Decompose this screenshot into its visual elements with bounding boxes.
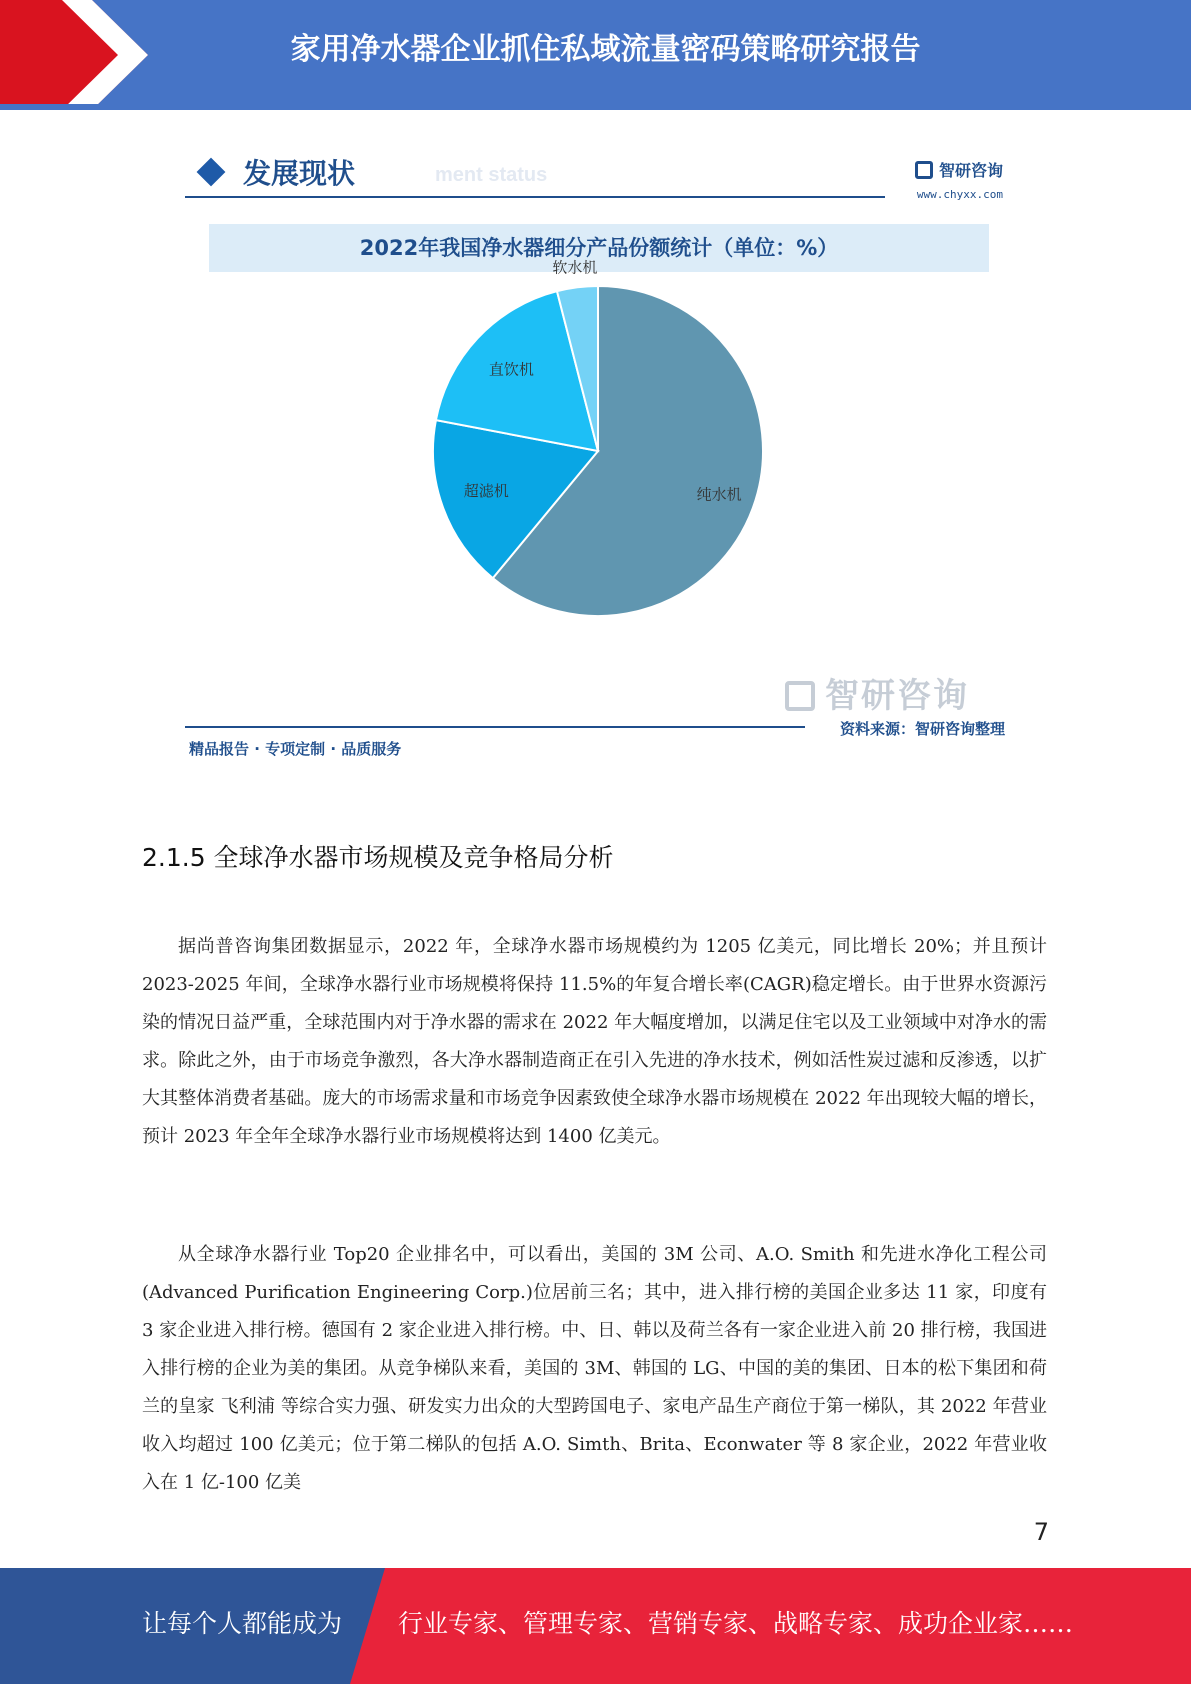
footer-slogan-left: 让每个人都能成为 xyxy=(142,1609,343,1638)
page-number: 7 xyxy=(1033,1518,1049,1546)
page-header xyxy=(0,0,1191,110)
pie-label-4: 软水机 xyxy=(552,258,598,277)
pie-label-2: 超滤机 xyxy=(463,482,509,501)
brand-url: www.chyxx.com xyxy=(916,188,1003,201)
watermark-logo xyxy=(785,668,969,717)
data-source: 资料来源：智研咨询整理 xyxy=(839,720,1005,738)
section-heading: 2.1.5 全球净水器市场规模及竞争格局分析 xyxy=(142,843,614,872)
section-title: 发展现状 xyxy=(243,157,356,190)
brand-name: 智研咨询 xyxy=(938,161,1003,180)
header-rule xyxy=(185,196,885,198)
pie-label-1: 纯水机 xyxy=(696,485,742,504)
paragraph: 据尚普咨询集团数据显示，2022 年，全球净水器市场规模约为 1205 亿美元，同比增长 20%；并且预计 2023-2025 年间，全球净水器行业市场规模将保持 11.5%的年复合增长率(CAGR)稳定增长。由于世界水资源污染的情况日益严重，全球范围内对于净水器的需求在 2022 年大幅度增加，以满足住宅以及工业领域中对净水的需求。除此之外，由于市场竞争激烈，各大净水器制造商正在引入先进的净水技术，例如活性炭过滤和反渗透，以扩大其整体消费者基础。庞大的市场需求量和市场竞争因素致使全球净水器市场规模在 2022 年出现较大幅的增长，预计 2023 年全年全球净水器行业市场规模将达到 1400 亿美元。 xyxy=(142,936,1047,1147)
footer-rule xyxy=(185,726,805,728)
paragraph: 从全球净水器行业 Top20 企业排名中，可以看出，美国的 3M 公司、A.O. Smith 和先进水净化工程公司 (Advanced Purification Engineering Corp.)位居前三名；其中，进入排行榜的美国企业多达 11 家，印度有 3 家企业进入排行榜。德国有 2 家企业进入排行榜。中、日、韩以及荷兰各有一家企业进入前 20 排行榜，我国进入排行榜的企业为美的集团。从竞争梯队来看，美国的 3M、韩国的 LG、中国的美的集团、日本的松下集团和荷兰的皇家 飞利浦 等综合实力强、研发实力出众的大型跨国电子、家电产品生产商位于第一梯队，其 2022 年营业收入均超过 100 亿美元；位于第二梯队的包括 A.O. Simth、Brita、Econwater 等 8 家企业，2022 年营业收入在 1 亿-100 亿美 xyxy=(142,1244,1047,1493)
report-title: 家用净水器企业抓住私域流量密码策略研究报告 xyxy=(290,32,921,67)
section-title-english: ment status xyxy=(435,164,548,186)
chart-figure xyxy=(185,148,1021,763)
pie-label-3: 直饮机 xyxy=(488,360,534,379)
diamond-icon xyxy=(197,158,226,187)
chart-title-band xyxy=(209,224,989,272)
chart-title: 2022年我国净水器细分产品份额统计（单位：%） xyxy=(359,236,839,260)
pie-chart xyxy=(185,258,1021,703)
brand-logo-icon xyxy=(915,161,933,179)
page-footer xyxy=(0,1568,1191,1684)
figure-header xyxy=(185,148,1021,200)
footer-slogan-right: 行业专家、管理专家、营销专家、战略专家、成功企业家…… xyxy=(398,1609,1074,1638)
figure-slogan: 精品报告 · 专项定制 · 品质服务 xyxy=(189,740,402,758)
watermark-icon xyxy=(785,681,815,711)
watermark-text: 智研咨询 xyxy=(825,676,969,716)
brand-logo xyxy=(915,158,1003,181)
